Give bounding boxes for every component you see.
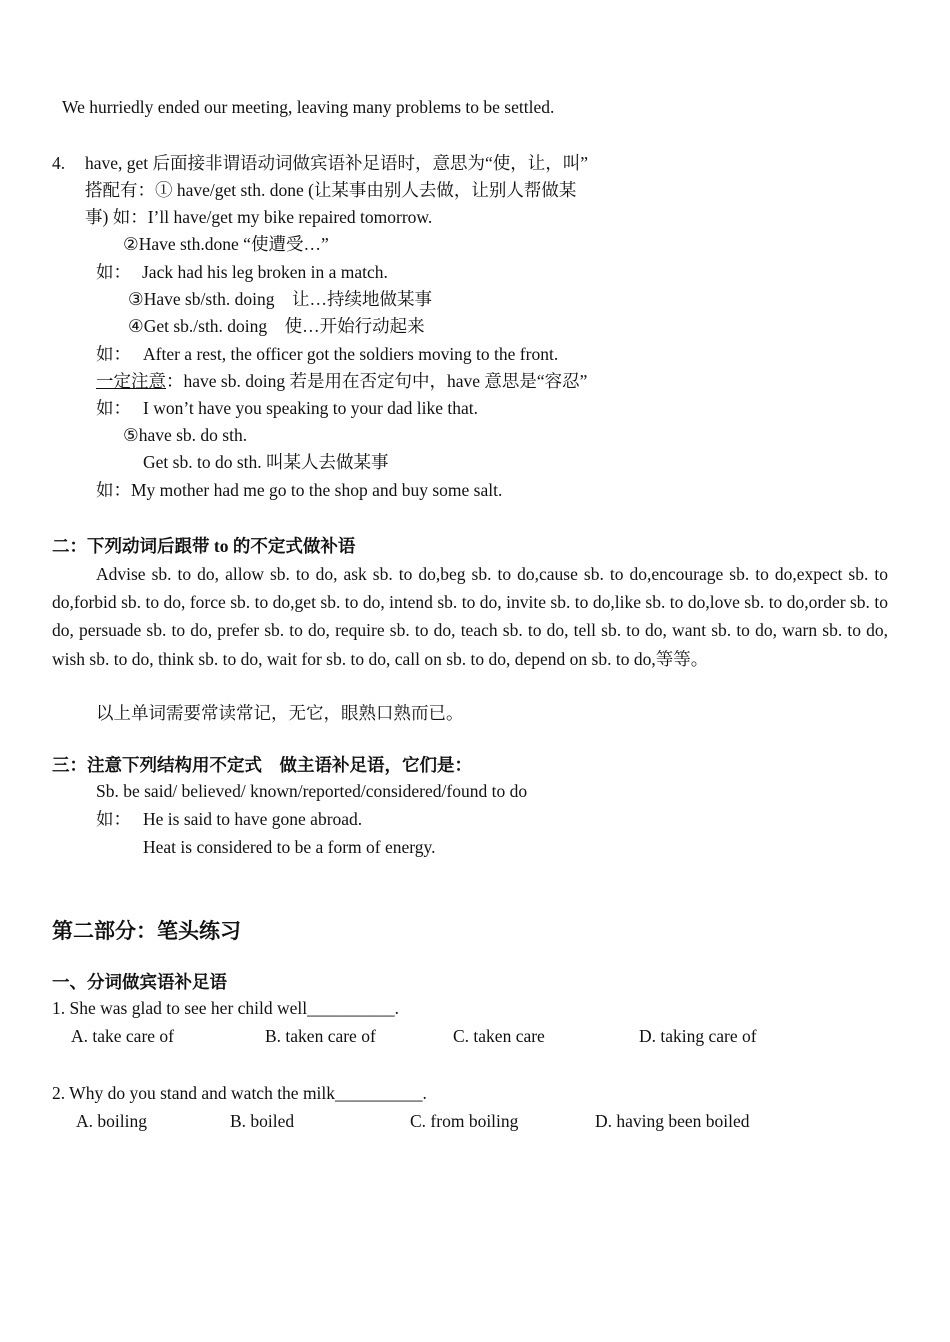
item4-note-example: I won’t have you speaking to your dad like that. bbox=[143, 398, 479, 418]
question1-option-a[interactable]: A. take care of bbox=[71, 1026, 174, 1046]
item4-example5: 如：My mother had me go to the shop and buy some salt. bbox=[96, 480, 503, 500]
question1-option-d[interactable]: D. taking care of bbox=[639, 1026, 757, 1046]
item4-pattern4: ④Get sb./sth. doing 使…开始行动起来 bbox=[128, 316, 425, 336]
section2-verb-list: Advise sb. to do, allow sb. to do, ask sb. to do,beg sb. to do,cause sb. to do,encourage sb. to do,expect sb. to do,forbid sb. to do, force sb. to do,get sb. to do, intend sb. to do, invite sb. to do,like sb. to do,love sb. to do,order sb. to do, persuade sb. to do, prefer sb. to do, require sb. to do, teach sb. to do, tell sb. to do, want sb. to do, warn sb. to do, wish sb. to do, think sb. to do, wait for sb. to do, call on sb. to do, depend on sb. to do,等等。 bbox=[52, 564, 888, 669]
question2-option-b[interactable]: B. boiled bbox=[230, 1111, 295, 1131]
question2-option-a[interactable]: A. boiling bbox=[76, 1111, 147, 1131]
section3-example1: He is said to have gone abroad. bbox=[143, 809, 363, 829]
section3-heading: 三：注意下列结构用不定式 做主语补足语，它们是： bbox=[52, 755, 472, 775]
question2-option-d[interactable]: D. having been boiled bbox=[595, 1111, 750, 1131]
question2-stem: 2. Why do you stand and watch the milk__________. bbox=[52, 1083, 427, 1103]
item4-note-example-label: 如： bbox=[96, 398, 131, 418]
item4-title: have, get 后面接非谓语动词做宾语补足语时，意思为“使，让，叫” bbox=[85, 153, 589, 173]
question2-option-c[interactable]: C. from boiling bbox=[410, 1111, 519, 1131]
item4-pattern2: ②Have sth.done “使遭受…” bbox=[123, 234, 329, 254]
section3-example-label: 如： bbox=[96, 809, 131, 829]
item4-note bbox=[96, 371, 587, 391]
question1-stem: 1. She was glad to see her child well__________. bbox=[52, 998, 400, 1018]
part2-heading: 第二部分：笔头练习 bbox=[52, 919, 241, 943]
section2-tip: 以上单词需要常读常记，无它，眼熟口熟而已。 bbox=[96, 703, 464, 723]
item4-collocation-line1: 搭配有：① have/get sth. done (让某事由别人去做，让别人帮做某 bbox=[85, 180, 577, 200]
item4-note-label: 一定注意 bbox=[96, 371, 166, 391]
question1-option-c[interactable]: C. taken care bbox=[453, 1026, 545, 1046]
item4-example2: Jack had his leg broken in a match. bbox=[142, 262, 388, 282]
item4-example2-label: 如： bbox=[96, 262, 131, 282]
question1-option-b[interactable]: B. taken care of bbox=[265, 1026, 376, 1046]
section2-heading: 二：下列动词后跟带 to 的不定式做补语 bbox=[52, 536, 356, 556]
item4-number: 4. bbox=[52, 153, 66, 173]
item4-pattern3: ③Have sb/sth. doing 让…持续地做某事 bbox=[128, 289, 432, 309]
item4-example4-label: 如： bbox=[96, 344, 131, 364]
item4-pattern5b: Get sb. to do sth. 叫某人去做某事 bbox=[143, 452, 389, 472]
item4-pattern5: ⑤have sb. do sth. bbox=[123, 425, 248, 445]
intro-example-sentence: We hurriedly ended our meeting, leaving many problems to be settled. bbox=[62, 97, 555, 117]
section3-structure: Sb. be said/ believed/ known/reported/considered/found to do bbox=[96, 781, 528, 801]
item4-note-text: ：have sb. doing 若是用在否定句中，have 意思是“容忍” bbox=[166, 371, 588, 391]
part2-subheading: 一、分词做宾语补足语 bbox=[52, 972, 227, 992]
section3-example2: Heat is considered to be a form of energy. bbox=[143, 837, 436, 857]
item4-collocation-line2: 事) 如：I’ll have/get my bike repaired tomorrow. bbox=[85, 207, 433, 227]
item4-example4: After a rest, the officer got the soldiers moving to the front. bbox=[143, 344, 559, 364]
